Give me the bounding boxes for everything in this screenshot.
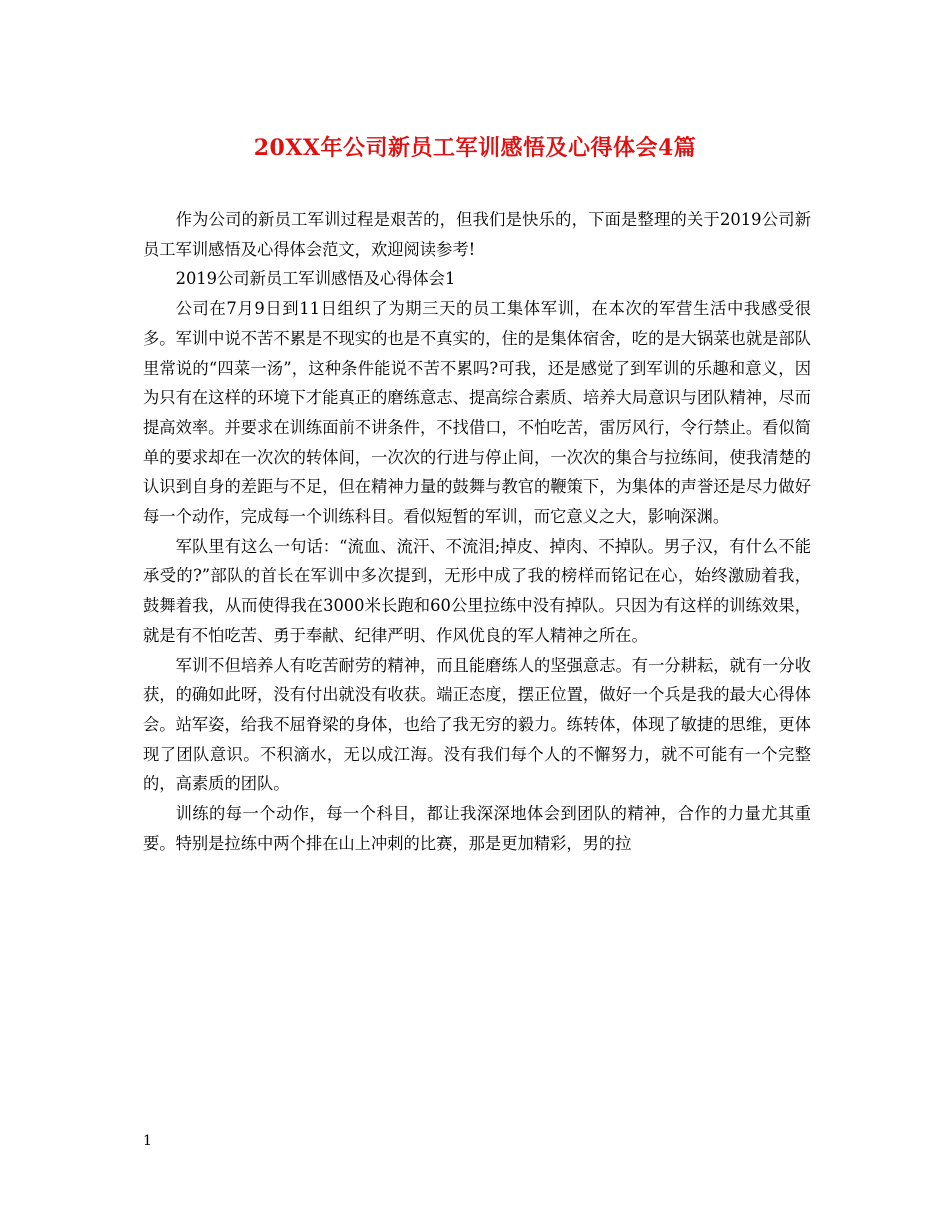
section-heading: 2019公司新员工军训感悟及心得体会1	[175, 269, 456, 289]
document-title: 20XX年公司新员工军训感悟及心得体会4篇	[253, 135, 697, 161]
body-paragraph: 军队里有这么一句话：“流血、流汗、不流泪;掉皮、掉肉、不掉队。男子汉，有什么不能承受的?”部队的首长在军训中多次提到，无形中成了我的榜样而铭记在心，始终激励着我，鼓舞着我，从而使得我在3000米长跑和60公里拉练中没有掉队。只因为有这样的训练效果，就是有不怕吃苦、勇于奉献、纪律严明、作风优良的军人精神之所在。	[143, 536, 811, 645]
body-paragraph: 军训不但培养人有吃苦耐劳的精神，而且能磨练人的坚强意志。有一分耕耘，就有一分收获，的确如此呀，没有付出就没有收获。端正态度，摆正位置，做好一个兵是我的最大心得体会。站军姿，给我不屈脊梁的身体，也给了我无穷的毅力。练转体，体现了敏捷的思维，更体现了团队意识。不积滴水，无以成江海。没有我们每个人的不懈努力，就不可能有一个完整的，高素质的团队。	[143, 655, 811, 794]
body-paragraph: 训练的每一个动作，每一个科目，都让我深深地体会到团队的精神，合作的力量尤其重要。特别是拉练中两个排在山上冲刺的比赛，那是更加精彩，男的拉	[143, 804, 811, 853]
document-body	[143, 205, 811, 858]
intro-paragraph: 作为公司的新员工军训过程是艰苦的，但我们是快乐的，下面是整理的关于2019公司新员工军训感悟及心得体会范文，欢迎阅读参考!	[143, 210, 811, 259]
page-number: 1	[143, 1133, 152, 1149]
body-paragraph: 公司在7月9日到11日组织了为期三天的员工集体军训，在本次的军营生活中我感受很多。军训中说不苦不累是不现实的也是不真实的，住的是集体宿舍，吃的是大锅菜也就是部队里常说的“四菜一汤”，这种条件能说不苦不累吗?可我，还是感觉了到军训的乐趣和意义，因为只有在这样的环境下才能真正的磨练意志、提高综合素质、培养大局意识与团队精神，尽而提高效率。并要求在训练面前不讲条件，不找借口，不怕吃苦，雷厉风行，令行禁止。看似简单的要求却在一次次的转体间，一次次的行进与停止间，一次次的集合与拉练间，使我清楚的认识到自身的差距与不足，但在精神力量的鼓舞与教官的鞭策下，为集体的声誉还是尽力做好每一个动作，完成每一个训练科目。看似短暂的军训，而它意义之大，影响深渊。	[143, 299, 811, 527]
